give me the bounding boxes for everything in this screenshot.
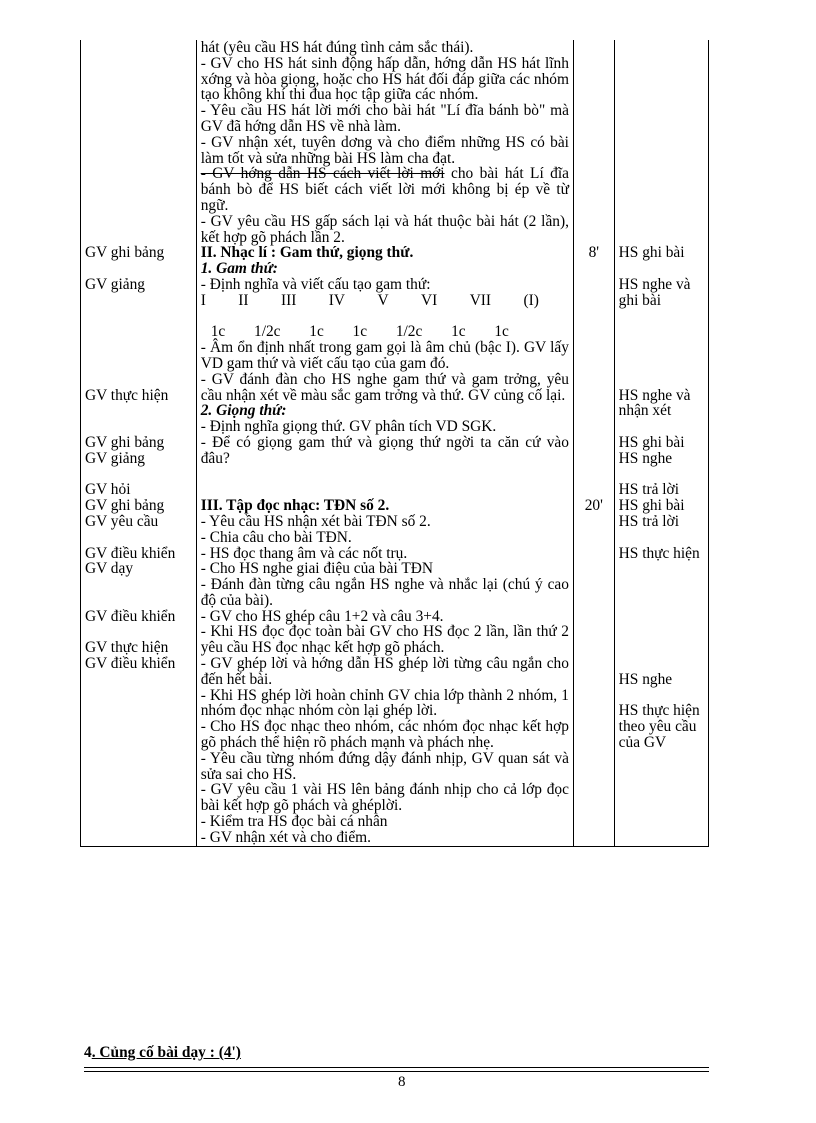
activity-line: - Yêu cầu HS hát lời mới cho bài hát "Lí đĩa bánh bò" mà GV đã hớng dẫn HS về nhà làm. xyxy=(200,102,569,135)
section-footer-title: 4. Củng cố bài dạy : (4') xyxy=(84,1044,241,1061)
teacher-cell: GV ghi bảng GV yêu cầu GV điều khiển GV dạy GV điều khiển GV thực hiện GV điều khiển xyxy=(81,498,197,846)
time-cell xyxy=(573,40,614,245)
table-row xyxy=(81,245,709,498)
activity-cell: III. Tập đọc nhạc: TĐN số 2. - Yêu cầu HS nhận xét bài TĐN số 2. - Chia câu cho bài TĐN. - HS đọc thang âm và các nốt trụ. - Cho HS nghe giai điệu của bài TĐN - Đánh đàn từng câu ngắn HS nghe và nhắc lại (chú ý cao độ của bài). - GV cho HS ghép câu 1+2 và câu 3+4. - Khi HS đọc đọc toàn bài GV cho HS đọc 2 lần, lần thứ 2 yêu cầu HS đọc nhạc kết hợp gõ phách. - GV ghép lời và hớng dẫn HS ghép lời từng câu ngắn cho đến hết bài. - Khi HS ghép lời hoàn chỉnh GV chia lớp thành 2 nhóm, 1 nhóm đọc nhạc nhóm còn lại ghép lời. - Cho HS đọc nhạc theo nhóm, các nhóm đọc nhạc kết hợp gõ phách thể hiện rõ phách mạnh và phách nhẹ. - Yêu cầu từng nhóm đứng dậy đánh nhịp, GV quan sát và sửa sai cho HS. - GV yêu cầu 1 vài HS lên bảng đánh nhịp cho cả lớp đọc bài kết hợp gõ phách và ghéplời. - Kiểm tra HS đọc bài cá nhân - GV nhận xét và cho điểm. xyxy=(196,498,573,846)
footer-rule xyxy=(84,1067,709,1068)
student-cell xyxy=(614,40,708,245)
activity-line: hát (yêu cầu HS hát đúng tình cảm sắc thái). xyxy=(200,39,474,56)
footer-rule xyxy=(84,1071,709,1072)
subheading: 1. Gam thứ: xyxy=(200,260,278,278)
activity-cell xyxy=(196,40,573,245)
activity-line: - GV yêu cầu HS gấp sách lại và hát thuộc bài hát (2 lần), kết hợp gõ phách lần 2. xyxy=(200,212,569,246)
time-cell: 8' xyxy=(573,245,614,498)
scale-degrees: I II III IV V VI VII (I) xyxy=(200,291,539,309)
time-cell: 20' xyxy=(573,498,614,846)
table-row xyxy=(81,498,709,846)
section-heading: III. Tập đọc nhạc: TĐN số 2. xyxy=(200,497,390,515)
page-number: 8 xyxy=(398,1074,406,1090)
activity-cell: II. Nhạc lí : Gam thứ, giọng thứ. 1. Gam thứ: - Định nghĩa và viết cấu tạo gam thứ: I II III IV V VI VII (I) 1c 1/2c 1c 1c 1/2c 1c 1c - Âm ổn định nhất trong gam gọi là âm chủ (bậc I). GV lấy VD gam thứ và viết cấu tạo của gam đó. - GV đánh đàn cho HS nghe gam thứ và gam trởng, yêu cầu nhận xét về màu sắc gam trởng và thứ. GV củng cố lại. 2. Giọng thứ: - Định nghĩa giọng thứ. GV phân tích VD SGK. - Để có giọng gam thứ và giọng thứ ngời ta căn cứ vào đâu? xyxy=(196,245,573,498)
student-cell: HS ghi bài HS nghe và ghi bài HS nghe và nhận xét HS ghi bài HS nghe HS trả lời xyxy=(614,245,708,498)
table-row xyxy=(81,40,709,245)
subheading: 2. Giọng thứ: xyxy=(200,402,287,420)
section-heading: II. Nhạc lí : Gam thứ, giọng thứ. xyxy=(200,244,414,262)
teacher-cell xyxy=(81,40,197,245)
activity-line: - GV nhận xét, tuyên dơng và cho điểm những HS có bài làm tốt và sửa những bài HS làm cha đạt. xyxy=(200,133,569,167)
activity-line: - GV hớng dẫn HS cách viết lời mới cho bài hát Lí đĩa bánh bò để HS biết cách viết lời mới không bị ép về từ ngữ. xyxy=(200,165,569,214)
student-cell: HS ghi bài HS trả lời HS thực hiện HS nghe HS thực hiện theo yêu cầu của GV xyxy=(614,498,708,846)
scale-intervals: 1c 1/2c 1c 1c 1/2c 1c 1c xyxy=(210,323,509,341)
activity-line: - GV cho HS hát sinh động hấp dẫn, hớng dẫn HS hát lĩnh xớng và hòa giọng, hoặc cho HS hát đối đáp giữa các nhóm tạo không khí thi đua học tập giữa các nhóm. xyxy=(200,54,569,104)
teacher-cell: GV ghi bảng GV giảng GV thực hiện GV ghi bảng GV giảng GV hỏi xyxy=(81,245,197,498)
struck-text: - GV hớng dẫn HS cách viết lời mới xyxy=(200,165,445,183)
lesson-plan-table xyxy=(80,40,709,847)
